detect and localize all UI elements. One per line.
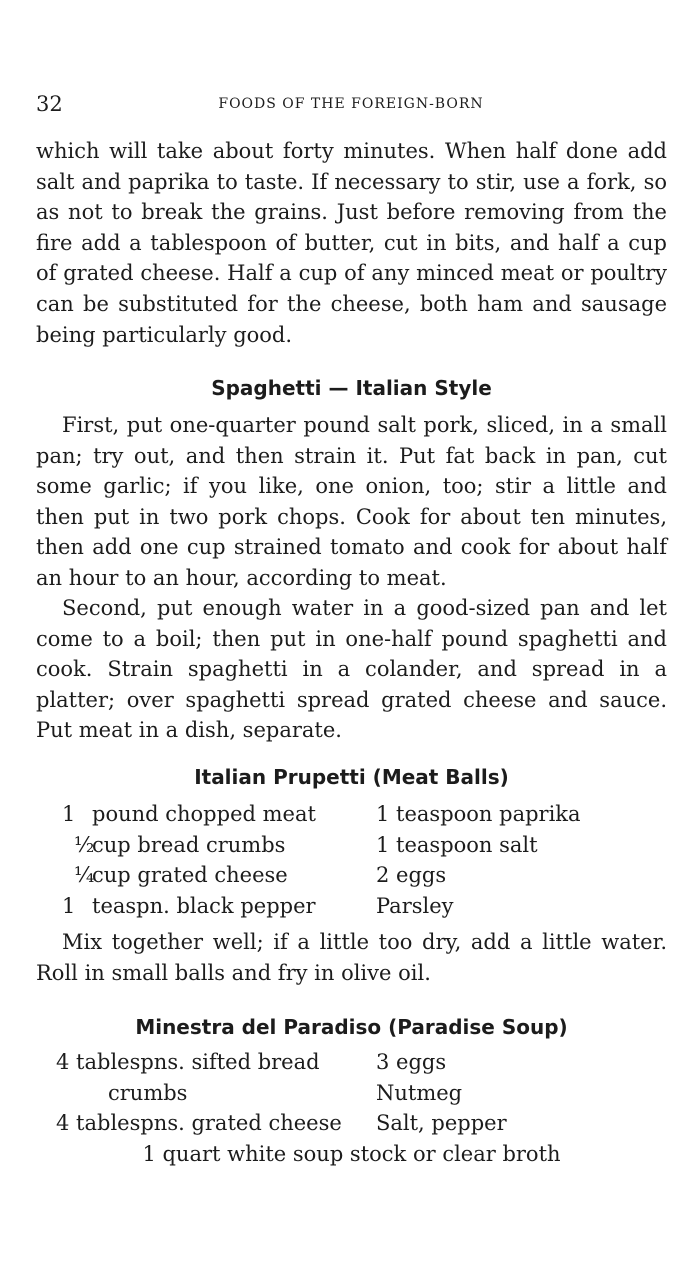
- ingredient-row: [36, 1108, 667, 1139]
- intro-paragraph: which will take about forty minutes. When half done add salt and paprika to taste. If necessary to stir, use a fork, so as not to break the grains. Just before removing from the fire add a tablespoon of butter, cut in bits, and half a cup of grated cheese. Half a cup of any minced meat or poultry can be substituted for the cheese, both ham and sausage being particularly good.: [36, 139, 667, 347]
- minestra-last-line: 1 quart white soup stock or clear broth: [142, 1142, 561, 1166]
- ingredient-qty: ½: [74, 832, 95, 857]
- spaghetti-title: Spaghetti — Italian Style: [211, 376, 492, 400]
- ingredient-row: [36, 1047, 667, 1078]
- ingredient-right: 1 teaspoon salt: [376, 832, 538, 857]
- ingredient-right: Salt, pepper: [376, 1111, 507, 1135]
- page-header: [36, 92, 666, 116]
- ingredient-left: 4 tablespns. grated cheese: [56, 1111, 342, 1135]
- prupetti-title: Italian Prupetti (Meat Balls): [194, 765, 509, 789]
- ingredient-right: Parsley: [376, 893, 454, 918]
- ingredient-right: 3 eggs: [376, 1050, 447, 1074]
- ingredient-left: teaspn. black pepper: [92, 893, 316, 918]
- ingredient-qty: 1: [62, 893, 76, 918]
- ingredient-left: pound chopped meat: [92, 802, 316, 826]
- spaghetti-paragraph-2: Second, put enough water in a good-sized pan and let come to a boil; then put in one-half pound spaghetti and cook. Strain spaghetti in a colander, and spread in a platter; over spaghetti spread grated cheese and sauce. Put meat in a dish, separate.: [36, 596, 667, 743]
- ingredient-row: [36, 799, 667, 830]
- ingredient-left: 4 tablespns. sifted bread: [56, 1050, 320, 1074]
- ingredient-right: Nutmeg: [376, 1080, 463, 1105]
- ingredient-right: 1 teaspoon paprika: [376, 802, 581, 826]
- ingredient-row: [36, 830, 667, 861]
- running-head: FOODS OF THE FOREIGN-BORN: [218, 96, 484, 112]
- ingredient-row: [36, 860, 667, 891]
- ingredient-left: crumbs: [108, 1080, 188, 1105]
- prupetti-ingredients: [36, 799, 667, 921]
- page-number: 32: [36, 92, 63, 116]
- prupetti-instructions: Mix together well; if a little too dry, add a little water. Roll in small balls and fry in olive oil.: [36, 930, 667, 985]
- ingredient-right: 2 eggs: [376, 863, 447, 887]
- ingredient-qty: 1: [62, 802, 76, 826]
- minestra-title: Minestra del Paradiso (Paradise Soup): [135, 1015, 568, 1039]
- ingredient-left: cup bread crumbs: [92, 832, 286, 857]
- minestra-ingredients: [36, 1047, 667, 1139]
- ingredient-row: [36, 891, 667, 922]
- ingredient-row: [36, 1078, 667, 1109]
- ingredient-qty: ¼: [74, 863, 95, 887]
- ingredient-left: cup grated cheese: [92, 863, 288, 887]
- spaghetti-paragraph-1: First, put one-quarter pound salt pork, sliced, in a small pan; try out, and then strain it. Put fat back in pan, cut some garlic; if you like, one onion, too; stir a little and then put in two pork chops. Cook for about ten minutes, then add one cup strained tomato and cook for about half an hour to an hour, according to meat.: [36, 413, 667, 590]
